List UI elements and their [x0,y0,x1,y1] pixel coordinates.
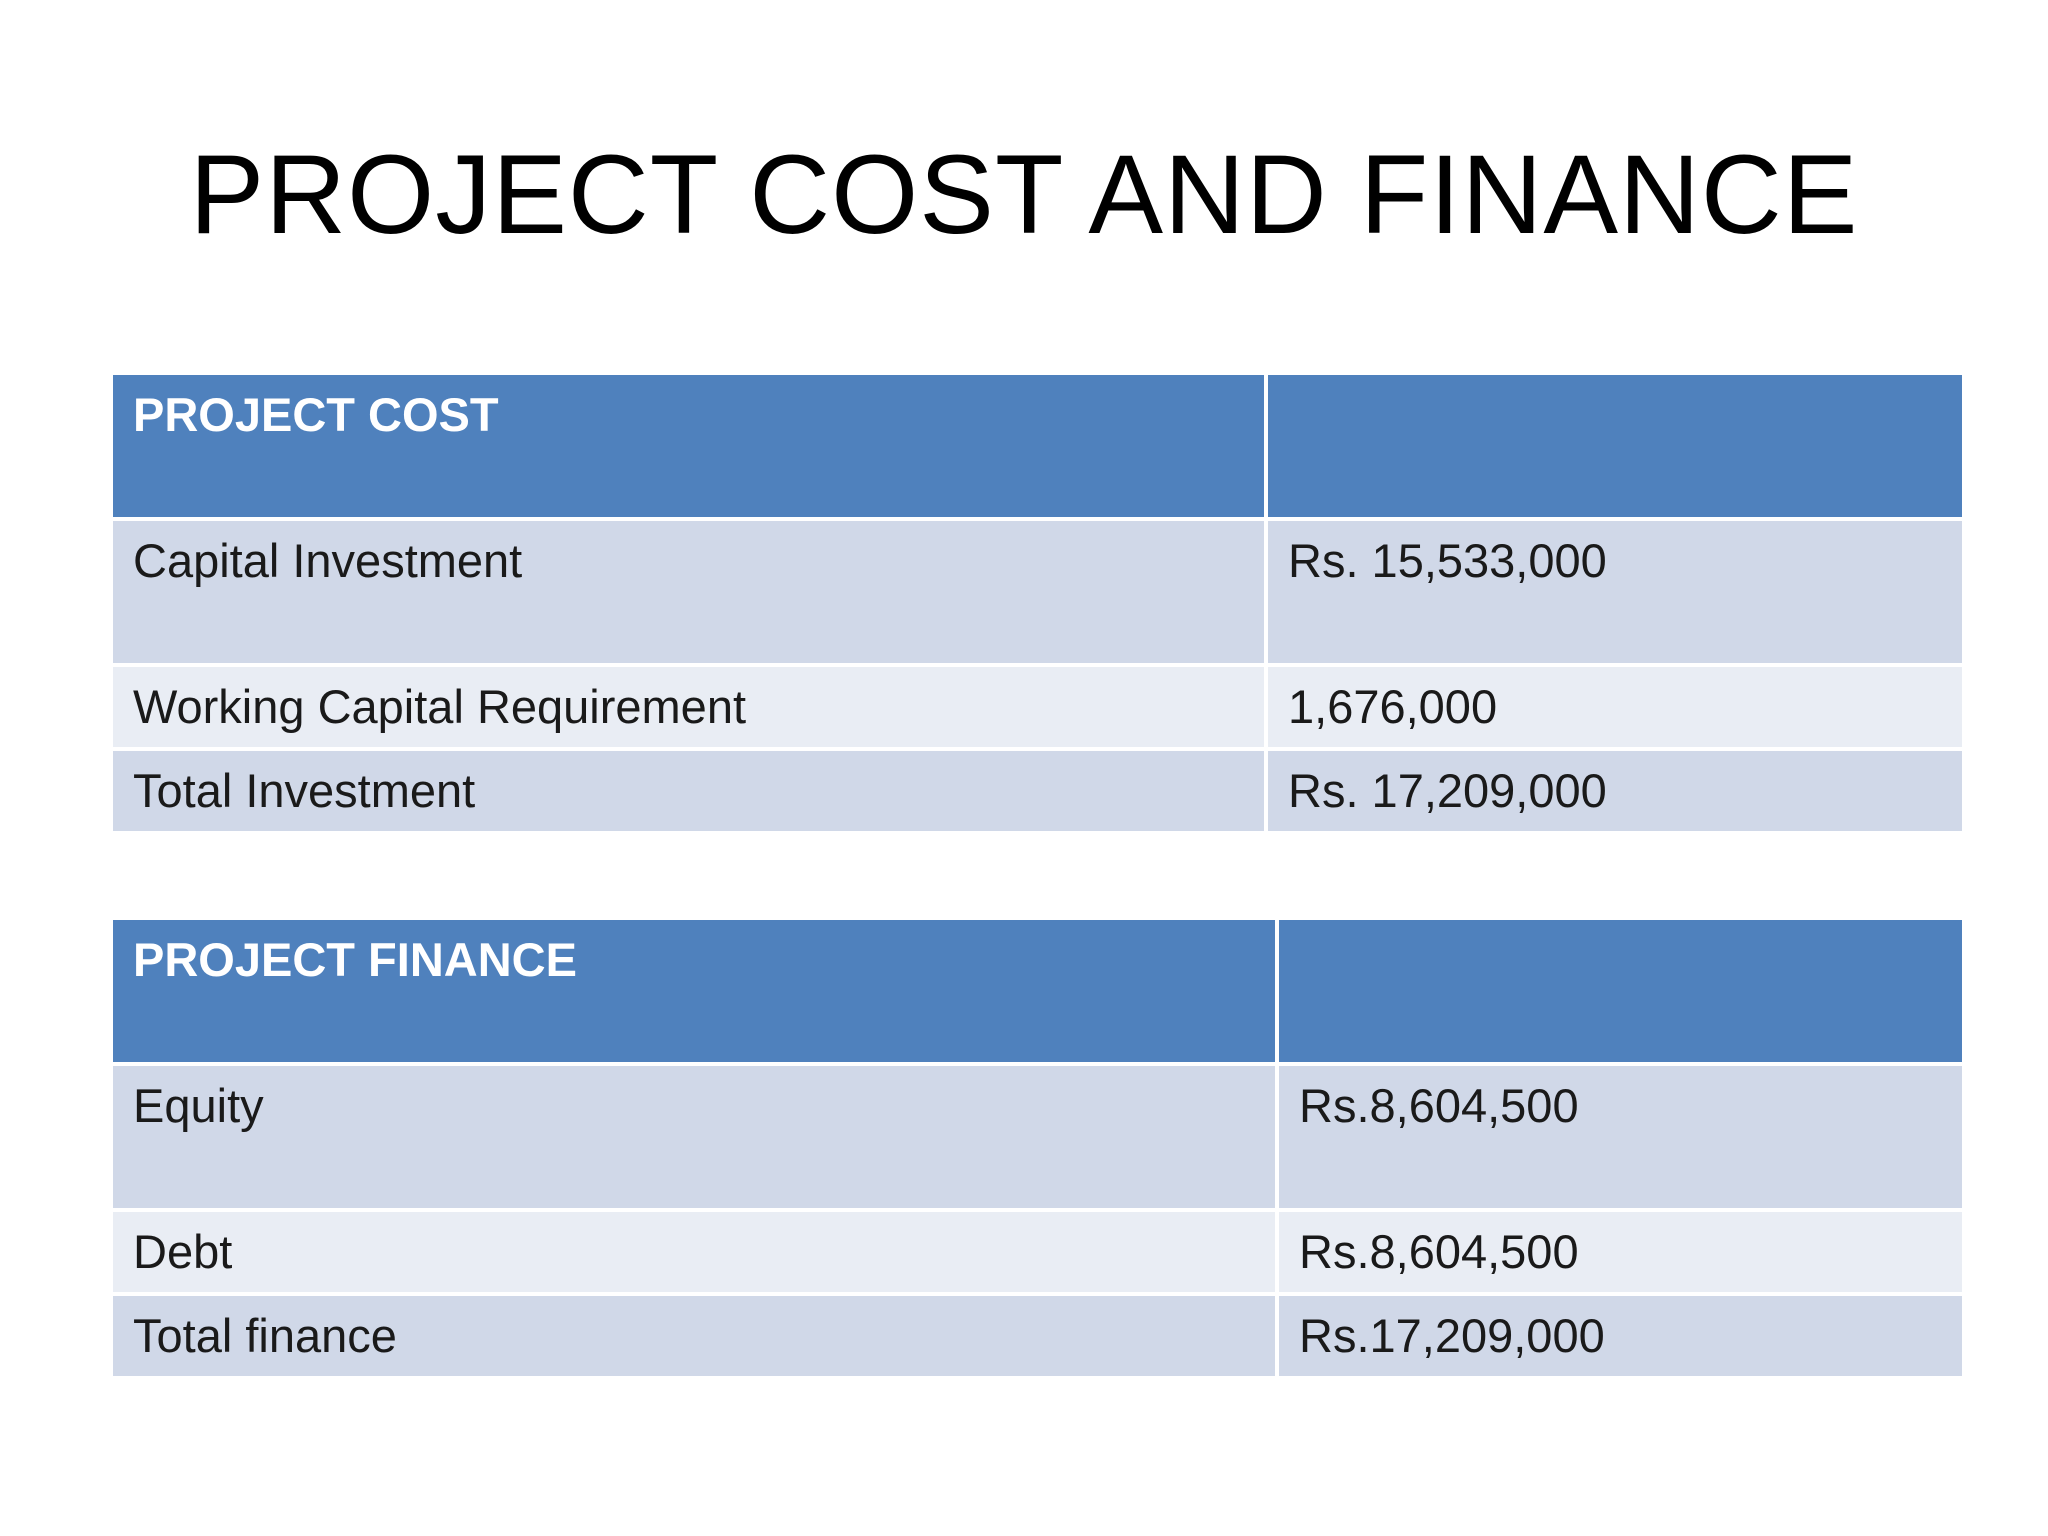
table-header-cell: PROJECT FINANCE [111,918,1277,1064]
row-value: Rs.17,209,000 [1277,1294,1964,1378]
table-header-cell: PROJECT COST [111,373,1266,519]
row-value: Rs. 15,533,000 [1266,519,1964,665]
table-row [111,749,1964,833]
row-label: Debt [111,1210,1277,1294]
row-label: Total Investment [111,749,1266,833]
row-label: Working Capital Requirement [111,665,1266,749]
table-header-cell [1277,918,1964,1064]
table-header-row [111,918,1964,1064]
row-value: Rs. 17,209,000 [1266,749,1964,833]
table-row [111,1210,1964,1294]
project-finance-table [109,916,1966,1380]
table-header-cell [1266,373,1964,519]
row-value: Rs.8,604,500 [1277,1210,1964,1294]
table-row [111,519,1964,665]
row-value: 1,676,000 [1266,665,1964,749]
table-header-row [111,373,1964,519]
row-label: Capital Investment [111,519,1266,665]
table-row [111,1064,1964,1210]
slide-title: PROJECT COST AND FINANCE [189,132,1859,257]
row-label: Equity [111,1064,1277,1210]
table-row [111,1294,1964,1378]
row-value: Rs.8,604,500 [1277,1064,1964,1210]
table-row [111,665,1964,749]
project-cost-table [109,371,1966,835]
row-label: Total finance [111,1294,1277,1378]
